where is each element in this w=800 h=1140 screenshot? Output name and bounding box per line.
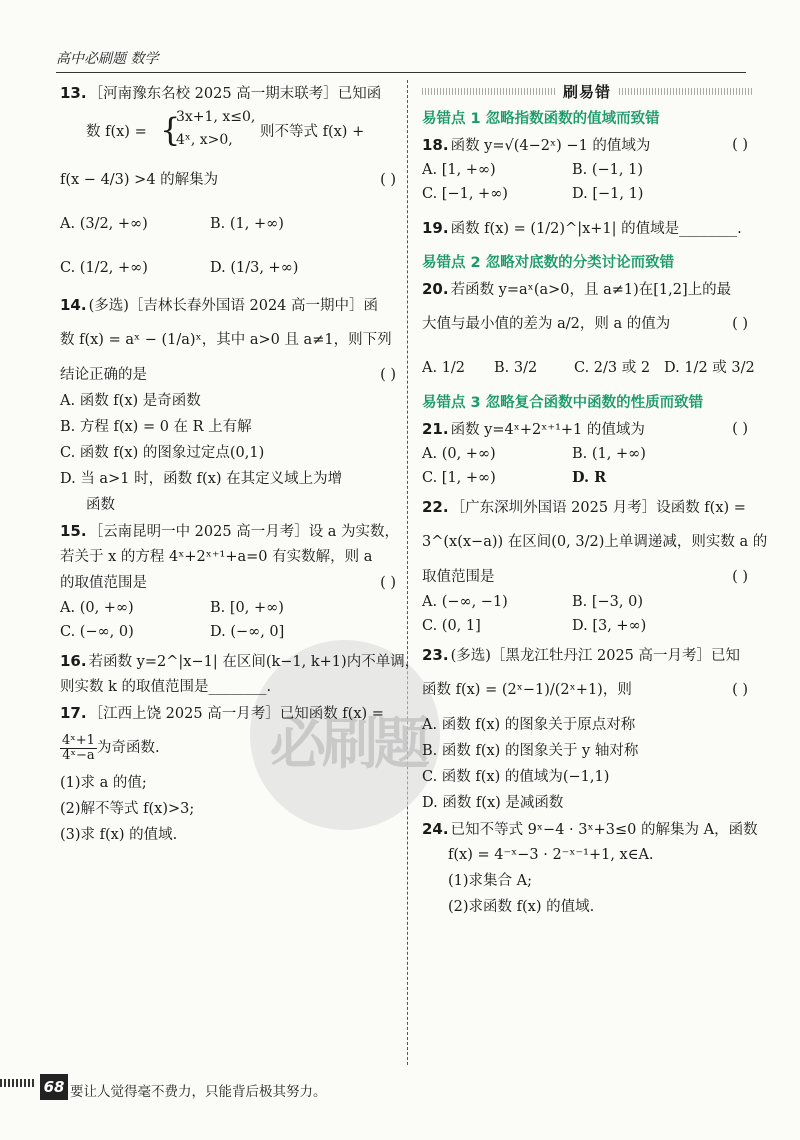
option-b[interactable]: B. [−3, 0) — [572, 594, 644, 610]
question-text: 函数 f(x) = (2ˣ−1)/(2ˣ+1)，则 — [422, 682, 632, 698]
question-number: 23. — [422, 646, 449, 664]
option-b[interactable]: B. 方程 f(x) = 0 在 R 上有解 — [60, 419, 252, 435]
option-d[interactable]: D. 1/2 或 3/2 — [664, 360, 755, 376]
answer-blank[interactable]: ( ) — [732, 682, 748, 698]
question-text: 为奇函数. — [96, 740, 160, 756]
question-text: f(x − 4/3) >4 的解集为 — [60, 172, 219, 188]
question-22 — [422, 494, 768, 638]
question-text: 若关于 x 的方程 4ˣ+2ˣ⁺¹+a=0 有实数解，则 a — [60, 549, 373, 565]
question-number: 16. — [60, 652, 87, 670]
question-text: 数 f(x) = — [86, 124, 147, 140]
question-text: 数 f(x) = aˣ − (1/a)ˣ，其中 a>0 且 a≠1，则下列 — [60, 332, 392, 348]
footer-dots — [0, 1079, 36, 1087]
error-point-heading: 易错点 2 忽略对底数的分类讨论而致错 — [422, 255, 675, 271]
question-14 — [60, 292, 400, 518]
option-c[interactable]: C. [1, +∞) — [422, 470, 496, 486]
question-18 — [422, 132, 752, 206]
question-number: 14. — [60, 296, 87, 314]
watermark-text: 必刷题 — [270, 712, 426, 777]
piecewise-case: 3x+1, x≤0, — [176, 109, 256, 125]
question-text: ［河南豫东名校 2025 高一期末联考］已知函 — [88, 86, 382, 102]
option-c[interactable]: C. 函数 f(x) 的值域为(−1,1) — [422, 769, 610, 785]
answer-blank[interactable]: ( ) — [732, 569, 748, 585]
question-text: 的取值范围是 — [60, 575, 147, 591]
option-b[interactable]: B. 函数 f(x) 的图象关于 y 轴对称 — [422, 743, 639, 759]
question-20 — [422, 276, 755, 390]
option-b[interactable]: B. 3/2 — [494, 360, 538, 376]
question-17 — [60, 700, 400, 848]
option-a[interactable]: A. (3/2, +∞) — [60, 216, 148, 232]
sub-question: (2)解不等式 f(x)>3; — [60, 801, 195, 817]
option-a[interactable]: A. [1, +∞) — [422, 162, 496, 178]
sub-question: (1)求集合 A; — [448, 873, 533, 889]
question-text: 取值范围是 — [422, 569, 495, 585]
question-number: 22. — [422, 498, 449, 516]
denominator: 4ˣ−a — [62, 747, 95, 763]
option-d-cont: 函数 — [86, 497, 115, 513]
option-c[interactable]: C. (0, 1] — [422, 618, 481, 634]
question-text: ［江西上饶 2025 高一月考］已知函数 f(x) = — [88, 706, 384, 722]
banner-stripe — [619, 88, 752, 95]
question-text: 3^(x(x−a)) 在区间(0, 3/2)上单调递减，则实数 a 的 — [422, 534, 768, 550]
question-number: 24. — [422, 820, 449, 838]
option-a[interactable]: A. (0, +∞) — [60, 600, 134, 616]
answer-blank[interactable]: ( ) — [380, 367, 396, 383]
option-d[interactable]: D. R — [572, 469, 607, 486]
error-point-heading: 易错点 3 忽略复合函数中函数的性质而致错 — [422, 395, 704, 411]
option-d[interactable]: D. [−1, 1) — [572, 186, 644, 202]
question-text: 大值与最小值的差为 a/2，则 a 的值为 — [422, 316, 671, 332]
question-text: 函数 f(x) = (1/2)^|x+1| 的值域是________. — [450, 221, 742, 237]
option-c[interactable]: C. 2/3 或 2 — [574, 360, 651, 376]
question-15 — [60, 518, 400, 644]
column-divider — [407, 80, 408, 1065]
question-number: 17. — [60, 704, 87, 722]
banner-title: 刷易错 — [563, 82, 612, 101]
option-c[interactable]: C. [−1, +∞) — [422, 186, 508, 202]
piecewise-case: 4ˣ, x>0, — [176, 132, 233, 148]
question-number: 18. — [422, 136, 449, 154]
question-21 — [422, 416, 752, 490]
sub-question: (1)求 a 的值; — [60, 775, 147, 791]
question-16 — [60, 648, 420, 700]
option-a[interactable]: A. 1/2 — [422, 360, 466, 376]
option-d[interactable]: D. 当 a>1 时，函数 f(x) 在其定义域上为增 — [60, 471, 343, 487]
question-text: 函数 y=√(4−2ˣ) −1 的值域为 — [450, 138, 651, 154]
answer-blank[interactable]: ( ) — [380, 172, 396, 188]
option-d[interactable]: D. [3, +∞) — [572, 618, 647, 634]
question-number: 19. — [422, 219, 449, 237]
left-column — [60, 80, 420, 848]
question-text: 则不等式 f(x) + — [260, 124, 365, 140]
footer-motto: 要让人觉得毫不费力，只能背后极其努力。 — [70, 1084, 327, 1100]
header-rule — [56, 72, 746, 73]
question-text: (多选)［黑龙江牡丹江 2025 高一月考］已知 — [450, 648, 741, 664]
question-text: (多选)［吉林长春外国语 2024 高一期中］函 — [88, 298, 379, 314]
error-point-heading: 易错点 1 忽略指数函数的值域而致错 — [422, 111, 660, 127]
answer-blank[interactable]: ( ) — [732, 137, 748, 153]
question-text: ［广东深圳外国语 2025 月考］设函数 f(x) = — [450, 500, 746, 516]
page-number: 68 — [40, 1074, 68, 1100]
question-text: 则实数 k 的取值范围是________. — [60, 679, 272, 695]
option-b[interactable]: B. [0, +∞) — [210, 600, 284, 616]
question-text: f(x) = 4⁻ˣ−3 · 2⁻ˣ⁻¹+1, x∈A. — [448, 847, 654, 863]
section-banner — [422, 80, 752, 102]
option-c[interactable]: C. (−∞, 0) — [60, 624, 134, 640]
option-a[interactable]: A. (0, +∞) — [422, 446, 496, 462]
question-23 — [422, 642, 752, 816]
fraction — [60, 734, 97, 763]
option-c[interactable]: C. 函数 f(x) 的图象过定点(0,1) — [60, 445, 265, 461]
option-b[interactable]: B. (1, +∞) — [572, 446, 646, 462]
question-text: 结论正确的是 — [60, 367, 147, 383]
question-number: 13. — [60, 84, 87, 102]
option-a[interactable]: A. 函数 f(x) 是奇函数 — [60, 393, 201, 409]
answer-blank[interactable]: ( ) — [732, 316, 748, 332]
sub-question: (2)求函数 f(x) 的值域. — [448, 899, 595, 915]
question-19 — [422, 206, 752, 250]
question-13 — [60, 80, 400, 290]
option-d[interactable]: D. (1/3, +∞) — [210, 260, 299, 276]
brace-icon: { — [160, 111, 181, 149]
question-24 — [422, 816, 758, 920]
option-c[interactable]: C. (1/2, +∞) — [60, 260, 148, 276]
option-d[interactable]: D. (−∞, 0] — [210, 624, 285, 640]
answer-blank[interactable]: ( ) — [732, 421, 748, 437]
option-b[interactable]: B. (1, +∞) — [210, 216, 284, 232]
option-d[interactable]: D. 函数 f(x) 是减函数 — [422, 795, 564, 811]
banner-stripe — [422, 88, 555, 95]
option-a[interactable]: A. 函数 f(x) 的图象关于原点对称 — [422, 717, 636, 733]
sub-question: (3)求 f(x) 的值域. — [60, 827, 178, 843]
question-number: 20. — [422, 280, 449, 298]
question-text: 若函数 y=2^|x−1| 在区间(k−1, k+1)内不单调， — [88, 654, 420, 670]
option-a[interactable]: A. (−∞, −1) — [422, 594, 508, 610]
question-text: 函数 y=4ˣ+2ˣ⁺¹+1 的值域为 — [450, 422, 645, 438]
question-number: 15. — [60, 522, 87, 540]
question-number: 21. — [422, 420, 449, 438]
question-text: ［云南昆明一中 2025 高一月考］设 a 为实数， — [88, 524, 400, 540]
question-text: 若函数 y=aˣ(a>0，且 a≠1)在[1,2]上的最 — [450, 282, 732, 298]
page-header: 高中必刷题 数学 — [56, 51, 159, 67]
right-column — [422, 80, 768, 920]
question-text: 已知不等式 9ˣ−4 · 3ˣ+3≤0 的解集为 A，函数 — [450, 822, 758, 838]
answer-blank[interactable]: ( ) — [380, 575, 396, 591]
option-b[interactable]: B. (−1, 1) — [572, 162, 644, 178]
numerator: 4ˣ+1 — [62, 732, 95, 748]
